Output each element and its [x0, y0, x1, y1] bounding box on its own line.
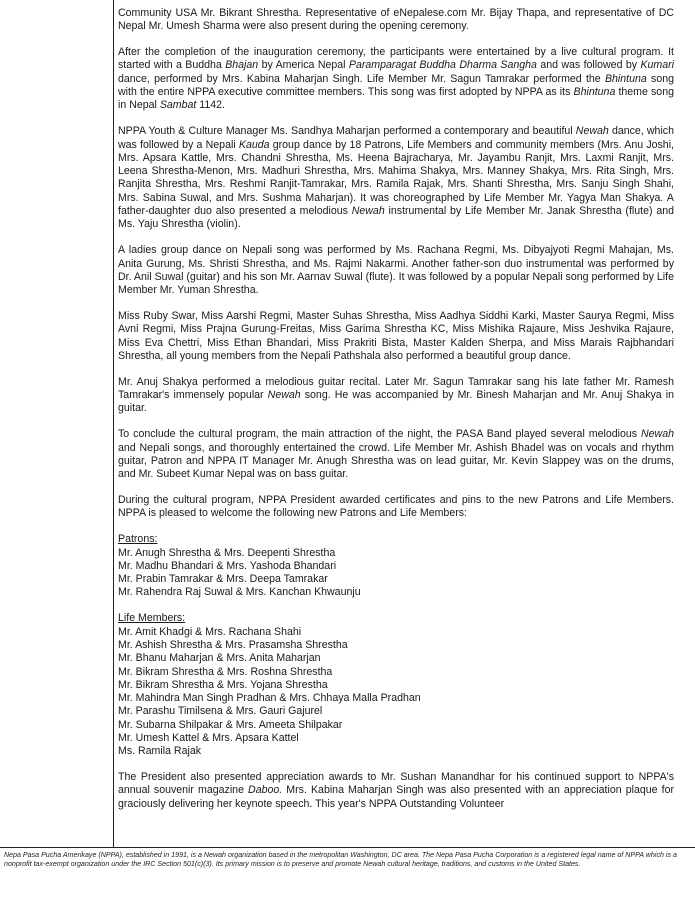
list-item: Mr. Rahendra Raj Suwal & Mrs. Kanchan Khwaunju — [118, 586, 361, 599]
list-item: Mr. Umesh Kattel & Mrs. Apsara Kattel — [118, 732, 299, 744]
left-margin-rule — [113, 0, 114, 848]
life-members-list — [118, 612, 674, 758]
list-item: Mr. Madhu Bhandari & Mrs. Yashoda Bhandari — [118, 559, 337, 572]
italic-term: Newah — [641, 428, 674, 441]
paragraph-new-members-intro: During the cultural program, NPPA President awarded certificates and pins to the new Patrons and Life Members. NPPA is pleased to welcome the following new Patrons and Life Members: — [118, 494, 674, 520]
paragraph-guitar-recital: Mr. Anuj Shakya performed a melodious guitar recital. Later Mr. Sagun Tamrakar sang his late father Mr. Ramesh Tamrakar's immensely popular Newah song. He was accompanied by Mr. Binesh Maharjan and Mr. Anuj Shakya in guitar. — [118, 375, 674, 415]
list-item: Mr. Bikram Shrestha & Mrs. Yojana Shrestha — [118, 678, 328, 691]
italic-term: Kumari — [640, 59, 674, 72]
article-body — [118, 7, 674, 824]
italic-term: Newah — [351, 205, 385, 218]
paragraph-young-members-dance: Miss Ruby Swar, Miss Aarshi Regmi, Master Suhas Shrestha, Miss Aadhya Siddhi Karki, Master Saurya Regmi, Miss Avni Regmi, Miss Prajna Gurung-Freitas, Miss Garima Shrestha KC, Miss Mishika Rajaure, Miss Jeshvika Rajaure, Miss Eva Chettri, Miss Ethan Bhandari, Miss Prakriti Bista, Master Kalden Sherpa, and Miss Marais Rajbhandari Shrestha, all young members from the Nepali Pathshala also performed a beautiful group dance. — [118, 310, 674, 362]
list-item: Mr. Anugh Shrestha & Mrs. Deepenti Shrestha — [118, 546, 336, 559]
paragraph-appreciation-awards: The President also presented appreciation awards to Mr. Sushan Manandhar for his continued support to NPPA's annual souvenir magazine Daboo. Mrs. Kabina Maharjan Singh was also presented with an appreciation plaque for graciously delivering her keynote speech. This year's NPPA Outstanding Volunteer — [118, 771, 674, 810]
list-item: Mr. Subarna Shilpakar & Mrs. Ameeta Shilpakar — [118, 718, 343, 731]
paragraph-opening-ceremony: Community USA Mr. Bikrant Shrestha. Representative of eNepalese.com Mr. Bijay Thapa, and representative of DC Nepal Mr. Umesh Sharma were also present during the opening ceremony. — [118, 7, 674, 33]
list-item: Mr. Ashish Shrestha & Mrs. Prasamsha Shrestha — [118, 638, 348, 651]
italic-term: Newah — [267, 389, 301, 402]
list-item: Mr. Bikram Shrestha & Mrs. Roshna Shrestha — [118, 665, 333, 678]
list-item: Mr. Prabin Tamrakar & Mrs. Deepa Tamrakar — [118, 573, 328, 586]
list-item: Mr. Bhanu Maharjan & Mrs. Anita Maharjan — [118, 652, 321, 665]
patrons-heading: Patrons: — [118, 533, 158, 546]
italic-term: Kauda — [238, 138, 270, 151]
life-members-heading: Life Members: — [118, 612, 186, 625]
paragraph-pasa-band: To conclude the cultural program, the main attraction of the night, the PASA Band played several melodious Newah and Nepali songs, and thoroughly entertained the crowd. Life Member Mr. Ashish Bhadel was on vocals and rhythm guitar, Patron and NPPA IT Manager Mr. Anugh Shrestha was on lead guitar, Mr. Kevin Slappey was on the drums, and Mr. Subeet Kumar Nepal was on bass guitar. — [118, 428, 674, 481]
italic-term: Bhintuna — [573, 86, 616, 99]
paragraph-newah-dance: NPPA Youth & Culture Manager Ms. Sandhya Maharjan performed a contemporary and beautiful Newah dance, which was followed by a Nepali Kauda group dance by 18 Patrons, Life Members and community members (Mrs. Anu Joshi, Mrs. Apsara Kattle, Mrs. Chandni Shrestha, Ms. Heena Bajracharya, Mr. Jayambu Ranjit, Mrs. Laxmi Ranjit, Mrs. Leena Shrestha-Menon, Mrs. Madhuri Shrestha, Mrs. Mahima Shakya, Mrs. Manney Shakya, Mrs. Rita Singh, Mrs. Ranjita Shrestha, Mrs. Reshmi Ranjit-Tamrakar, Mrs. Ramila Rajak, Mrs. Shanti Shrestha, Mrs. Sanju Singh Shahi, Mrs. Sabina Suwal, and Mrs. Sushma Maharjan). It was choreographed by Life Member Mr. Yagya Man Shakya. A father-daughter duo also presented a melodious Newah instrumental by Life Member Mr. Janak Shrestha (flute) and Ms. Yaju Shrestha (violin). — [118, 125, 674, 231]
italic-term: Bhajan — [225, 59, 259, 72]
patrons-list — [118, 533, 674, 599]
italic-term: Daboo. — [248, 784, 283, 797]
italic-term: Sambat — [159, 99, 197, 112]
paragraph-ladies-group-dance: A ladies group dance on Nepali song was performed by Ms. Rachana Regmi, Ms. Dibyajyoti Regmi Mahajan, Ms. Anita Gurung, Ms. Shristi Shrestha, and Ms. Rajmi Nakarmi. Another father-son duo instrumental was performed by Dr. Anil Suwal (guitar) and his son Mr. Aarnav Suwal (flute). It was followed by a popular Nepali song performed by Life Member Mr. Yuman Shrestha. — [118, 244, 674, 297]
list-item: Mr. Parashu Timilsena & Mrs. Gauri Gajurel — [118, 705, 323, 718]
list-item: Mr. Mahindra Man Singh Pradhan & Mrs. Chhaya Malla Pradhan — [118, 692, 421, 705]
italic-term: Newah — [575, 125, 609, 138]
paragraph-cultural-program: After the completion of the inauguration ceremony, the participants were entertained by a live cultural program. It started with a Buddha Bhajan by America Nepal Paramparagat Buddha Dharma Sangha and was followed by Kumari dance, performed by Mrs. Kabina Maharjan Singh. Life Member Mr. Sagun Tamrakar performed the Bhintuna song with the entire NPPA executive committee members. This song was first adopted by NPPA as its Bhintuna theme song in Nepal Sambat 1142. — [118, 46, 674, 112]
footer-divider — [0, 847, 695, 848]
footer-note: Nepa Pasa Pucha Amerikaye (NPPA), established in 1991, is a Newah organization based in the metropolitan Washington, DC area. The Nepa Pasa Pucha Corporation is a registered legal name of NPPA which is a nonprofit tax-exempt organization under the IRC Section 501(c)(3). Its primary mission is to preserve and promote Newah cultural heritage, traditions, and customs in the United States. — [4, 851, 677, 868]
italic-term: Bhintuna — [604, 72, 647, 85]
italic-term: Paramparagat Buddha Dharma Sangha — [348, 59, 537, 72]
list-item: Ms. Ramila Rajak — [118, 745, 202, 758]
list-item: Mr. Amit Khadgi & Mrs. Rachana Shahi — [118, 625, 302, 638]
